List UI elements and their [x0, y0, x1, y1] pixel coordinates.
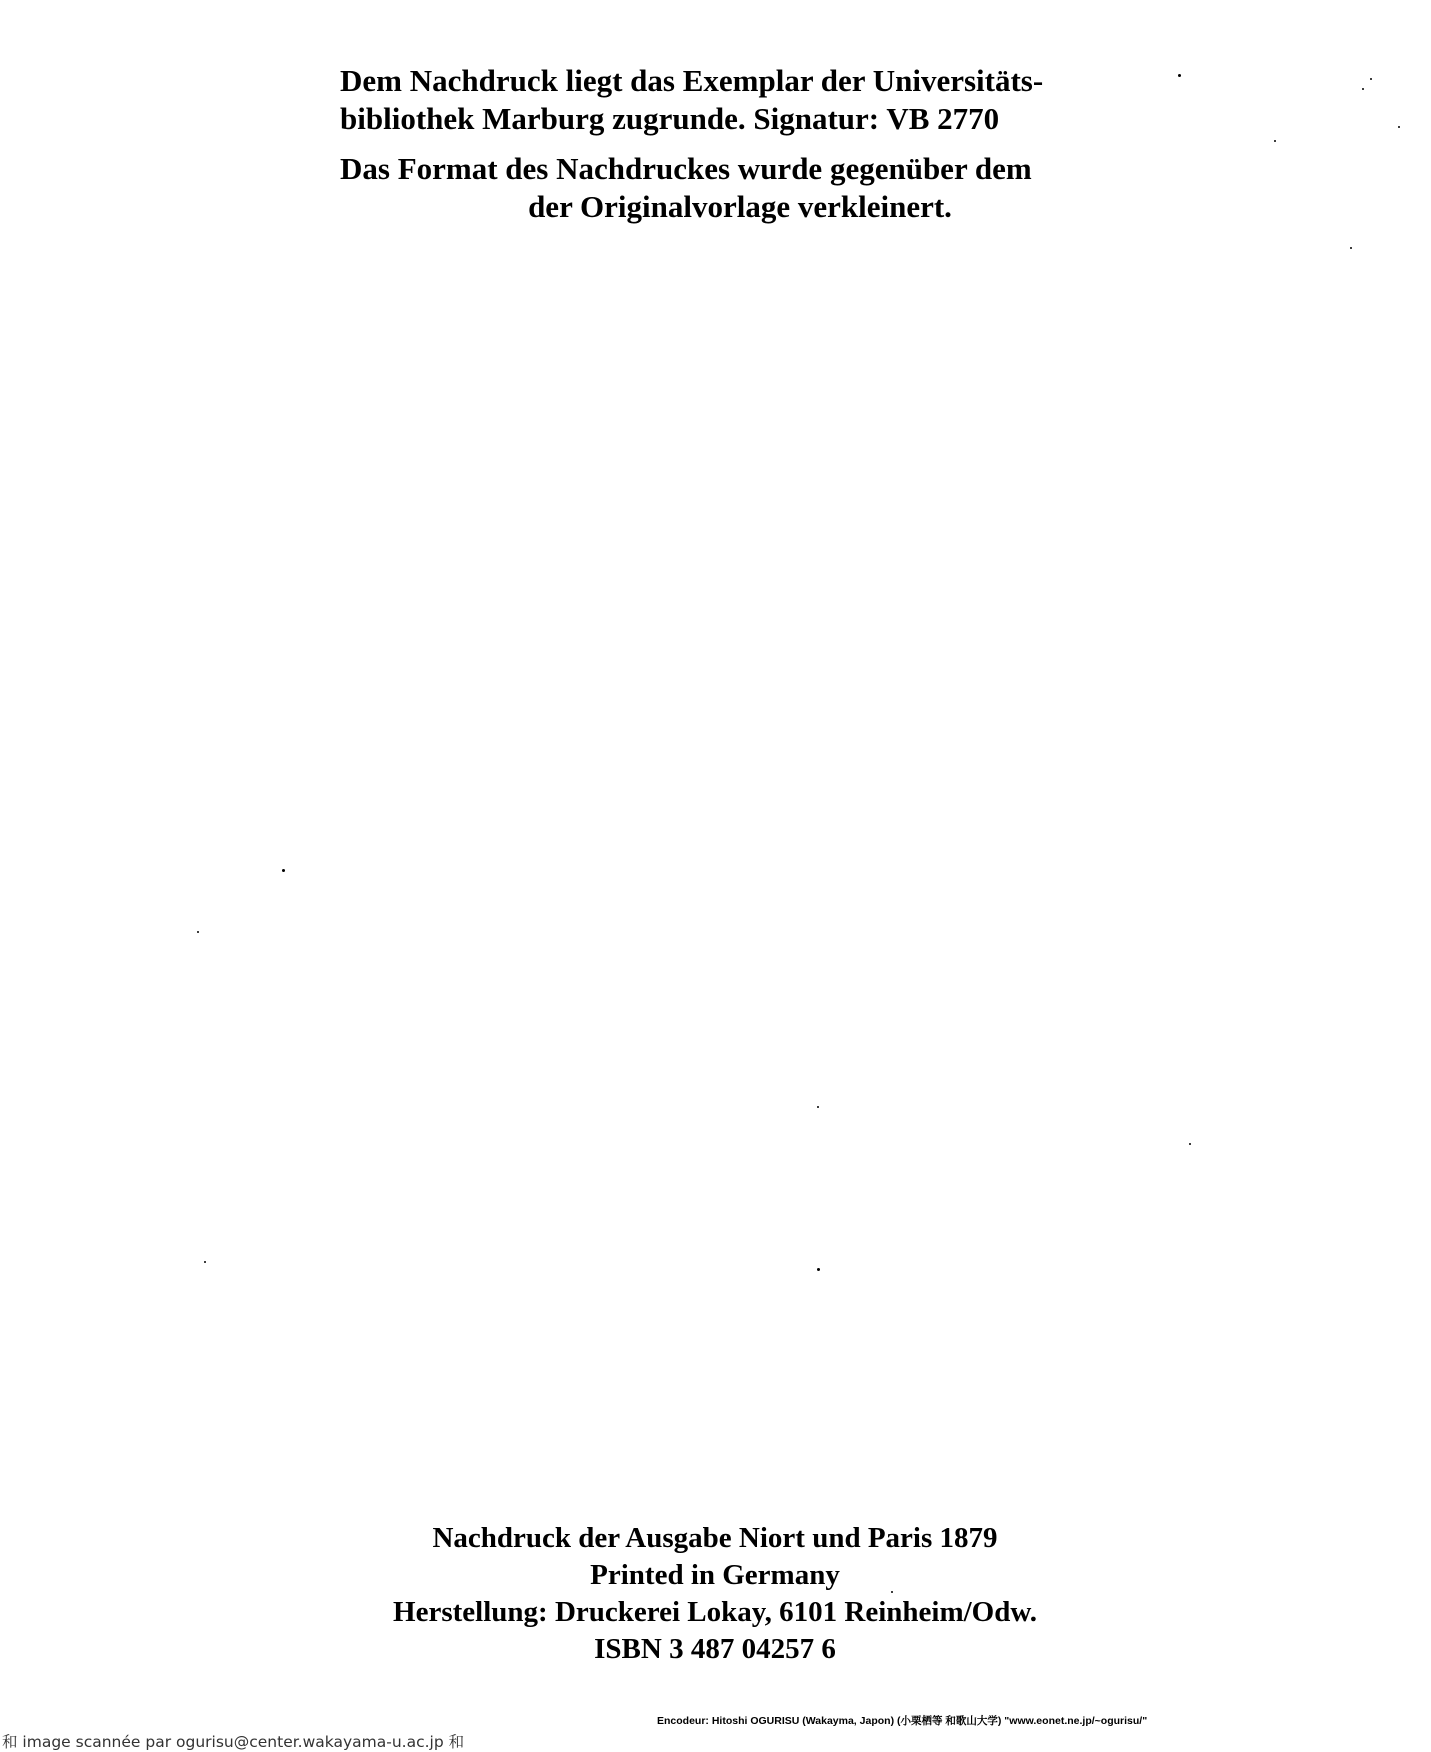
scan-credit: 和 image scannée par ogurisu@center.wakayama-u.ac.jp 和 [2, 1733, 465, 1751]
scan-speck [1274, 140, 1276, 142]
scan-speck [197, 931, 199, 933]
notice-line-2: bibliothek Marburg zugrunde. Signatur: VB 2770 [340, 101, 1000, 136]
imprint-edition: Nachdruck der Ausgabe Niort und Paris 1879 [432, 1522, 998, 1554]
scan-speck [204, 1261, 206, 1263]
imprint-printed: Printed in Germany [590, 1559, 840, 1591]
encoder-credit: Encodeur: Hitoshi OGURISU (Wakayma, Japon) (小栗栖等 和歌山大学) "www.eonet.ne.jp/~ogurisu/" [657, 1715, 1148, 1727]
scan-speck [1370, 78, 1372, 80]
reprint-notice [340, 62, 1140, 226]
notice-line-3: Das Format des Nachdruckes wurde gegenüber dem [340, 151, 1032, 186]
notice-gap [340, 138, 1140, 150]
imprint-isbn: ISBN 3 487 04257 6 [594, 1633, 836, 1665]
scan-speck [817, 1268, 820, 1271]
imprint-block [300, 1520, 1130, 1668]
scan-speck [1362, 88, 1364, 90]
imprint-printer: Herstellung: Druckerei Lokay, 6101 Reinheim/Odw. [393, 1596, 1037, 1628]
scan-speck [817, 1106, 819, 1108]
scan-speck [1189, 1143, 1191, 1145]
scan-speck [1178, 74, 1181, 77]
scan-speck [282, 869, 285, 872]
scan-speck [891, 1591, 893, 1593]
notice-line-4: der Originalvorlage verkleinert. [528, 189, 952, 224]
notice-line-1: Dem Nachdruck liegt das Exemplar der Universitäts- [340, 63, 1044, 98]
scan-speck [1350, 247, 1352, 249]
scan-speck [1398, 126, 1400, 128]
